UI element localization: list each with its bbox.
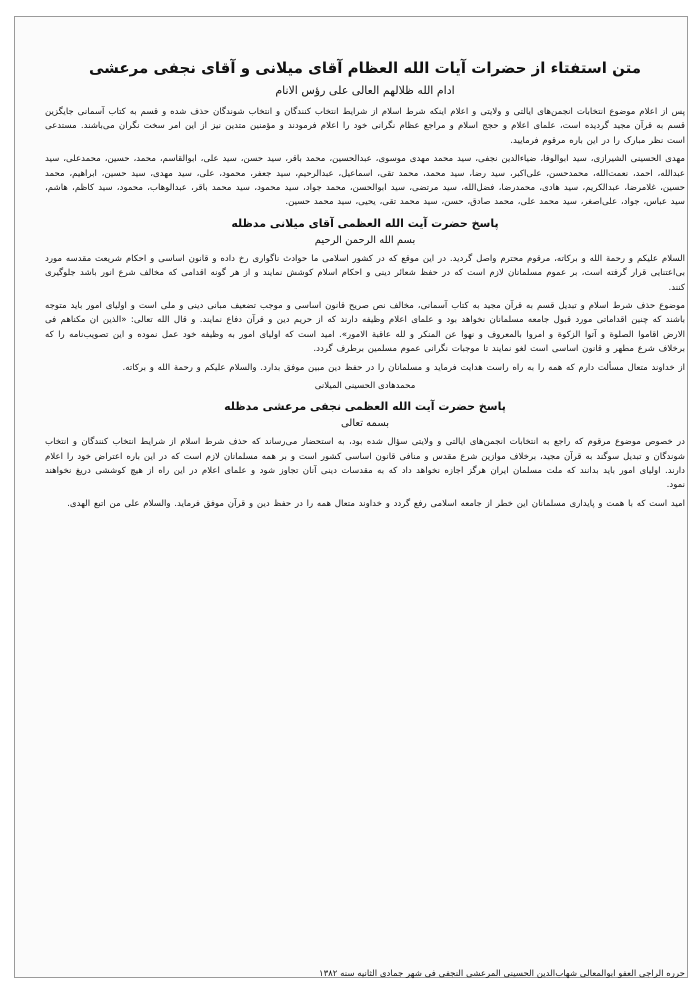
- answer1-bismillah: بسم الله الرحمن الرحیم: [314, 234, 416, 246]
- question-paragraph: پس از اعلام موضوع انتخابات انجمن‌های ایالتی و ولایتی و اعلام اینکه شرط اسلام از شرایط انتخاب کنندگان و انتخاب شوندگان حذف شده و قسم به کتاب آسمانی جایگزین قسم به قرآن مجید گردیده است، علمای اعلام و حجج اسلام و مراجع عظام نگرانی خود را اعلام فرمودند و مؤمنین متدین نیز از این امر سخت نگران می‌باشند. مستدعی است نظر مبارک را در این باره مرقوم فرمایید.: [45, 107, 685, 146]
- answer1-paragraph: السلام علیکم و رحمة الله و برکاته، مرقوم محترم واصل گردید. در این موقع که در کشور اسلامی ما حوادث ناگواری رخ داده و قانون اساسی و احکام شریعت مقدسه مورد بی‌اعتنایی قرار گرفته است، بر عموم مسلمانان لازم است که در حفظ شعائر دینی و احکام اسلام کوشش نمایند و از هر گونه اقدامی که مخالف شرع انور باشد جلوگیری کنند.: [45, 253, 685, 293]
- answer1-paragraph: از خداوند متعال مسألت دارم که همه را به راه راست هدایت فرماید و مسلمانان را در حفظ دین مبین موفق بدارد. والسلام علیکم و رحمة الله و برکاته.: [122, 362, 685, 373]
- answer2-heading: پاسخ حضرت آیت الله العظمی نجفی مرعشی مدظله: [224, 400, 506, 414]
- answer1-signature: محمدهادی الحسینی المیلانی: [314, 381, 416, 392]
- answer2-bismillah: بسمه تعالی: [340, 418, 390, 430]
- answer1-paragraph: موضوع حذف شرط اسلام و تبدیل قسم به قرآن مجید به کتاب آسمانی، مخالف نص صریح قانون اساسی و موجب تضعیف مبانی دینی و ملی است و اولیای امور باید متوجه باشند که چنین اقداماتی مورد قبول جامعه مسلمانان نخواهد بود و علمای اعلام وظیفه دارند که از حریم دین و قرآن دفاع نمایند. و قال الله تعالی: «الذین ان مکناهم فی الارض اقاموا الصلوة و آتوا الزکوة و امروا بالمعروف و نهوا عن المنکر و لله عاقبة الامور». امید است که اولیای امور به وظیفه خود عمل نموده و این تصویب‌نامه را که برخلاف شرع مطهر و قانون اساسی است لغو نمایند تا موجبات نگرانی عموم مسلمین برطرف گردد.: [45, 301, 685, 355]
- date-line: حرره الراجی العفو ابوالمعالی شهاب‌الدین الحسینی المرعشی النجفی فی شهر جمادی الثانیه سنه ۱۳۸۲: [318, 969, 685, 979]
- page-frame: [14, 16, 688, 978]
- document-page: [45, 57, 685, 987]
- answer1-heading: پاسخ حضرت آیت الله العظمی آقای میلانی مدظله: [231, 216, 499, 230]
- answer2-paragraph: امید است که با همت و پایداری مسلمانان این خطر از جامعه اسلامی رفع گردد و خداوند متعال همه را در حفظ دین و قرآن موفق فرماید. والسلام علی من اتبع الهدی.: [67, 498, 685, 509]
- document-subtitle: ادام الله ظلالهم العالی علی رؤس الانام: [275, 84, 455, 97]
- signatories-paragraph: مهدی الحسینی الشیرازی، سید ابوالوفا، ضیاءالدین نجفی، سید محمد مهدی موسوی، عبدالحسین، محمد باقر، سید حسن، سید علی، ابوالقاسم، محمد، حسین، محمدعلی، سید عبدالله، احمد، نعمت‌الله، محمدحسن، علی‌اکبر، سید رضا، سید محمد، محمد تقی، اسماعیل، عبدالرحیم، سید جعفر، محمود، علی، سید مهدی، سید حسین، ابراهیم، محمد حسین، غلامرضا، عبدالکریم، سید هادی، محمدرضا، فضل‌الله، سید مرتضی، سید ابوالحسن، محمد جواد، سید محمود، سید محمد باقر، عبدالوهاب، محمود، سید کاظم، هاشم، سید عباس، جواد، علی‌اصغر، سید محمد علی، محمد صادق، حسن، سید محمد تقی، یحیی، سید محمد حسین.: [45, 154, 685, 208]
- document-title: متن استفتاء از حضرات آیات الله العظام آقای میلانی و آقای نجفی مرعشی: [88, 59, 641, 77]
- answer2-paragraph: در خصوص موضوع مرقوم که راجع به انتخابات انجمن‌های ایالتی و ولایتی سؤال شده بود، به استحضار می‌رساند که حذف شرط اسلام از شرایط انتخاب کنندگان و انتخاب شوندگان و تبدیل سوگند به قرآن مجید، برخلاف موازین شرع مقدس و منافی قانون اساسی کشور است و بر همه مسلمانان لازم است که در این باره اعتراض خود را اعلام دارند. اولیای امور باید بدانند که ملت مسلمان ایران هرگز اجازه نخواهد داد که به مقدسات دینی آنان تجاوز شود و علمای اعلام در این راه از هیچ کوششی دریغ نخواهند نمود.: [45, 437, 685, 491]
